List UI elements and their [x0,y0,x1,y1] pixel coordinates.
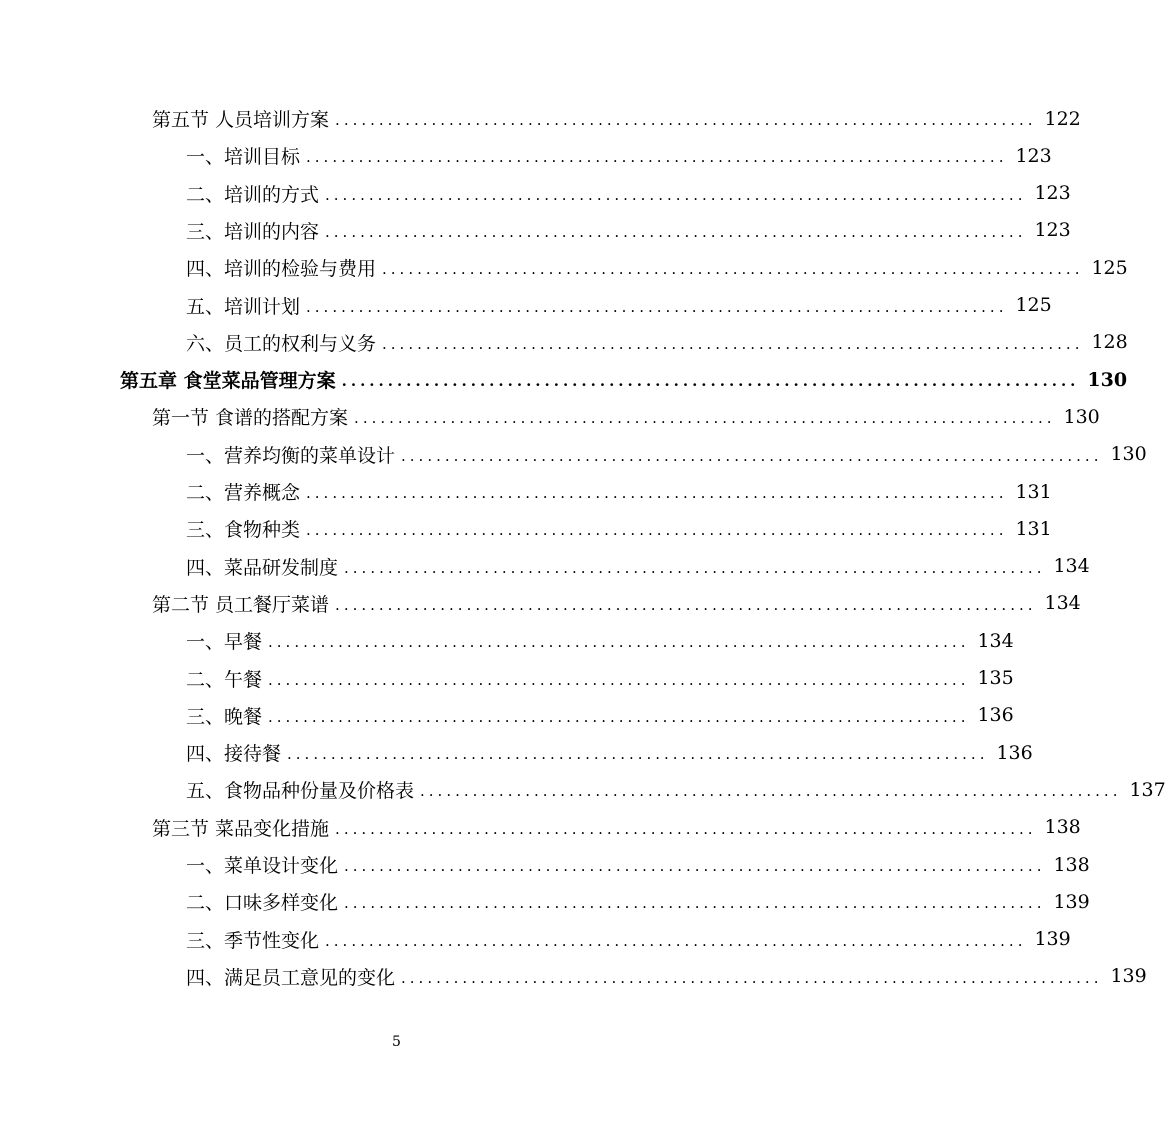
toc-leader-dots: ................................................................................ [420,782,1122,801]
toc-entry[interactable] [186,771,1166,808]
toc-entry-page: 131 [1015,517,1052,540]
toc-entry[interactable] [186,510,1052,547]
toc-entry-page: 123 [1015,144,1052,167]
toc-entry-title: 第五章 食堂菜品管理方案 [120,370,336,393]
toc-entry[interactable] [186,921,1071,958]
page-number: 5 [392,1034,401,1050]
toc-entry-page: 130 [1087,368,1128,391]
toc-leader-dots: ................................................................................ [354,409,1056,428]
toc-leader-dots: ................................................................................ [344,558,1046,577]
toc-entry-page: 130 [1063,405,1100,428]
toc-entry-title: 二、营养概念 [186,482,301,504]
toc-entry-page: 136 [996,741,1033,764]
toc-entry-title: 五、培训计划 [186,295,301,318]
toc-entry[interactable] [152,809,1081,846]
toc-leader-dots: ................................................................................ [401,968,1103,987]
toc-entry-page: 138 [1044,816,1081,839]
toc-leader-dots: ................................................................................ [344,857,1046,875]
toc-entry[interactable] [186,958,1147,995]
toc-entry-title: 四、满足员工意见的变化 [186,966,396,989]
toc-entry[interactable] [120,361,1128,398]
toc-entry-page: 128 [1091,331,1128,354]
toc-entry-page: 134 [977,629,1014,652]
toc-entry[interactable] [186,622,1014,659]
toc-entry-page: 134 [1044,592,1081,615]
toc-leader-dots: ................................................................................ [325,185,1027,204]
toc-entry[interactable] [186,287,1052,324]
toc-leader-dots: ................................................................................ [344,894,1046,913]
toc-entry[interactable] [186,436,1147,473]
toc-entry-title: 第五节 人员培训方案 [152,109,330,131]
toc-entry-page: 130 [1110,443,1147,466]
toc-entry-title: 三、晚餐 [186,705,263,728]
toc-entry[interactable] [186,548,1090,585]
toc-leader-dots: ................................................................................ [268,707,970,726]
toc-entry[interactable] [186,846,1090,883]
toc-entry-title: 第二节 员工餐厅菜谱 [152,593,330,616]
toc-entry-title: 三、季节性变化 [186,929,320,952]
toc-entry[interactable] [186,473,1052,510]
toc-entry-title: 一、早餐 [186,631,263,654]
toc-entry-title: 第一节 食谱的搭配方案 [152,407,349,430]
toc-leader-dots: ................................................................................ [382,260,1084,279]
toc-leader-dots: ................................................................................ [382,334,1084,353]
toc-entry-title: 六、员工的权利与义务 [186,332,377,355]
toc-entry[interactable] [186,734,1033,771]
toc-entry[interactable] [186,660,1014,697]
toc-leader-dots: ................................................................................ [306,484,1008,502]
toc-leader-dots: ................................................................................ [335,111,1037,129]
toc-entry-page: 139 [1053,890,1090,913]
toc-leader-dots: ................................................................................ [401,446,1103,465]
toc-entry-title: 三、培训的内容 [186,220,320,243]
toc-entry-page: 131 [1015,480,1052,503]
toc-entry-page: 123 [1034,182,1071,205]
toc-leader-dots: ................................................................................ [268,670,970,689]
toc-entry-page: 137 [1129,778,1166,801]
toc-entry-page: 139 [1034,928,1071,951]
toc-entry-title: 三、食物种类 [186,519,301,542]
toc-leader-dots: ................................................................................ [335,595,1037,614]
toc-leader-dots: ................................................................................ [287,745,989,764]
toc-entry[interactable] [186,175,1071,212]
toc-leader-dots: ................................................................................ [335,819,1037,838]
toc-entry-title: 二、口味多样变化 [186,892,339,915]
toc-entry-title: 五、食物品种份量及价格表 [186,780,415,803]
toc-leader-dots: ................................................................................ [341,372,1080,391]
toc-entry-page: 135 [977,667,1014,689]
toc-leader-dots: ................................................................................ [268,633,970,652]
toc-entry[interactable] [152,585,1081,622]
toc-entry-page: 122 [1044,107,1081,130]
toc-entry-title: 二、午餐 [186,668,263,691]
toc-entry-page: 125 [1091,256,1128,279]
toc-entry[interactable] [186,697,1014,734]
toc-entry-title: 二、培训的方式 [186,183,320,206]
toc-entry-page: 123 [1034,219,1071,242]
toc-entry-title: 四、菜品研发制度 [186,556,339,579]
toc-entry-page: 134 [1053,555,1090,578]
toc-entry[interactable] [152,398,1100,435]
toc-entry-title: 四、培训的检验与费用 [186,258,377,281]
toc-entry-title: 第三节 菜品变化措施 [152,817,330,840]
toc-entry[interactable] [186,212,1071,249]
toc-entry-title: 一、菜单设计变化 [186,855,339,877]
toc-entry-page: 139 [1110,965,1147,988]
toc-entry-page: 125 [1015,294,1052,316]
toc-entry-page: 138 [1053,853,1090,876]
toc-entry[interactable] [186,137,1052,174]
toc-entry-page: 136 [977,704,1014,727]
toc-leader-dots: ................................................................................ [325,931,1027,950]
toc-leader-dots: ................................................................................ [325,222,1027,241]
toc-entry[interactable] [152,100,1081,137]
toc-entry[interactable] [186,883,1090,920]
toc-entry[interactable] [186,249,1128,286]
toc-entry-title: 一、营养均衡的菜单设计 [186,444,396,467]
toc-entry-title: 四、接待餐 [186,743,282,766]
toc-leader-dots: ................................................................................ [306,148,1008,167]
toc-entry[interactable] [186,324,1128,361]
toc-leader-dots: ................................................................................ [306,297,1008,316]
toc-leader-dots: ................................................................................ [306,521,1008,540]
toc-entry-title: 一、培训目标 [186,146,301,169]
